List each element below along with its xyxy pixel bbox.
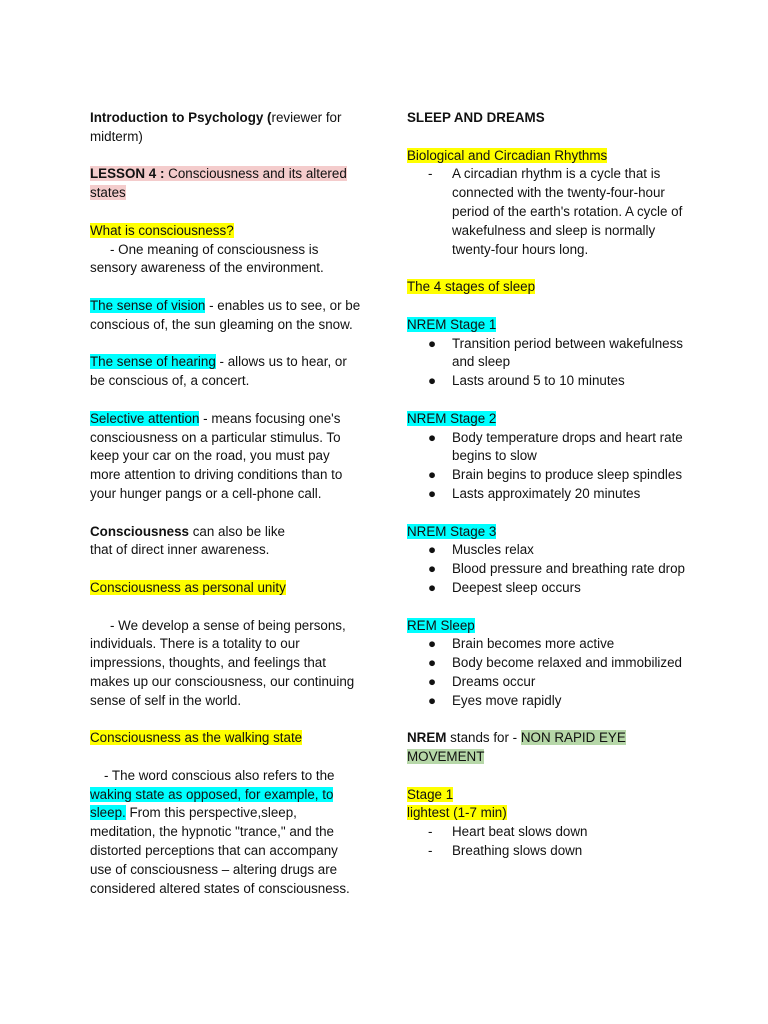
list-item: ● Transition period between wakefulness and sleep — [428, 335, 683, 370]
lesson-highlight — [90, 166, 347, 200]
list-item: ● Brain becomes more active — [428, 636, 615, 652]
unity-text-1: - We develop a sense of being persons, — [110, 617, 346, 633]
unity-heading: Consciousness as personal unity — [90, 579, 286, 595]
stage1-heading: Stage 1 — [407, 786, 454, 802]
question-heading: What is consciousness? — [90, 222, 234, 238]
question-text-2: sensory awareness of the environment. — [90, 260, 324, 276]
list-item: - Breathing slows down — [428, 843, 583, 859]
attention-paragraph: Selective attention - means focusing one's consciousness on a particular stimulus. To keep your car on the road, you must pay more attention to driving conditions than to your hunger pangs or a cell-phone call. — [90, 410, 343, 501]
nrem1-heading: NREM Stage 1 — [407, 316, 497, 332]
list-item: ● Lasts approximately 20 minutes — [428, 485, 641, 501]
list-item: ● Eyes move rapidly — [428, 692, 562, 708]
stages-heading: The 4 stages of sleep — [407, 279, 536, 295]
intro-subtitle: reviewer for midterm) — [90, 110, 342, 144]
list-item: ● Lasts around 5 to 10 minutes — [428, 373, 625, 389]
lesson-line — [90, 165, 362, 203]
bio-heading: Biological and Circadian Rhythms — [407, 147, 608, 163]
walking-highlight: waking state as opposed, for example, to sleep. — [90, 786, 334, 821]
rem-heading: REM Sleep — [407, 617, 475, 633]
stage1-subheading: lightest (1-7 min) — [407, 805, 507, 821]
nrem2-heading: NREM Stage 2 — [407, 410, 497, 426]
nrem1-list — [407, 335, 685, 391]
vision-term: The sense of vision — [90, 297, 206, 313]
nrem2-list — [407, 429, 685, 504]
consciousness-line-2: that of direct inner awareness. — [90, 542, 270, 558]
nrem-definition: NREM stands for - NON RAPID EYE MOVEMENT — [407, 730, 626, 765]
sleep-title: SLEEP AND DREAMS — [407, 110, 545, 125]
walking-text-2: waking state as opposed, for example, to sleep. From this perspective,sleep, meditation, the hypnotic "trance," and the distorted perceptions that can accompany use of consciousness – altering drugs are considered altered states of consciousness. — [90, 786, 350, 896]
nrem3-heading: NREM Stage 3 — [407, 523, 497, 539]
bio-list — [407, 165, 685, 259]
unity-text-2: individuals. There is a totality to our impressions, thoughts, and feelings that makes up our consciousness, our continuing sense of self in the world. — [90, 636, 355, 708]
intro-title: Introduction to Psychology ( — [90, 110, 272, 125]
list-item: ● Body become relaxed and immobilized — [428, 655, 682, 671]
list-item: ● Brain begins to produce sleep spindles — [428, 467, 683, 483]
list-item: - Heart beat slows down — [428, 824, 588, 840]
list-item: - A circadian rhythm is a cycle that is connected with the twenty-four-hour period of the earth's rotation. A cycle of wakefulness and sleep is normally twenty-four hours long. — [428, 166, 683, 257]
lesson-title: Consciousness and its altered states — [90, 166, 347, 201]
consciousness-line-1: Consciousness can also be like — [90, 523, 286, 539]
list-item: ● Deepest sleep occurs — [428, 579, 581, 595]
list-item: ● Muscles relax — [428, 542, 534, 558]
walking-heading: Consciousness as the walking state — [90, 730, 303, 746]
attention-term: Selective attention — [90, 410, 200, 426]
left-column — [90, 109, 362, 898]
right-column — [407, 109, 685, 861]
hearing-paragraph: The sense of hearing - allows us to hear, or be conscious of, a concert. — [90, 354, 347, 389]
walking-text-1: - The word conscious also refers to the — [104, 767, 335, 783]
list-item: ● Body temperature drops and heart rate begins to slow — [428, 429, 683, 464]
rem-list — [407, 635, 685, 710]
vision-paragraph: The sense of vision - enables us to see, or be conscious of, the sun gleaming on the snow. — [90, 297, 361, 332]
stage1-list — [407, 823, 685, 861]
question-text-1: - One meaning of consciousness is — [110, 241, 319, 257]
hearing-term: The sense of hearing — [90, 354, 216, 370]
list-item: ● Blood pressure and breathing rate drop — [428, 561, 686, 577]
list-item: ● Dreams occur — [428, 673, 536, 689]
nrem3-list — [407, 541, 685, 597]
lesson-label: LESSON 4 : — [90, 166, 165, 182]
intro-line — [90, 109, 362, 147]
